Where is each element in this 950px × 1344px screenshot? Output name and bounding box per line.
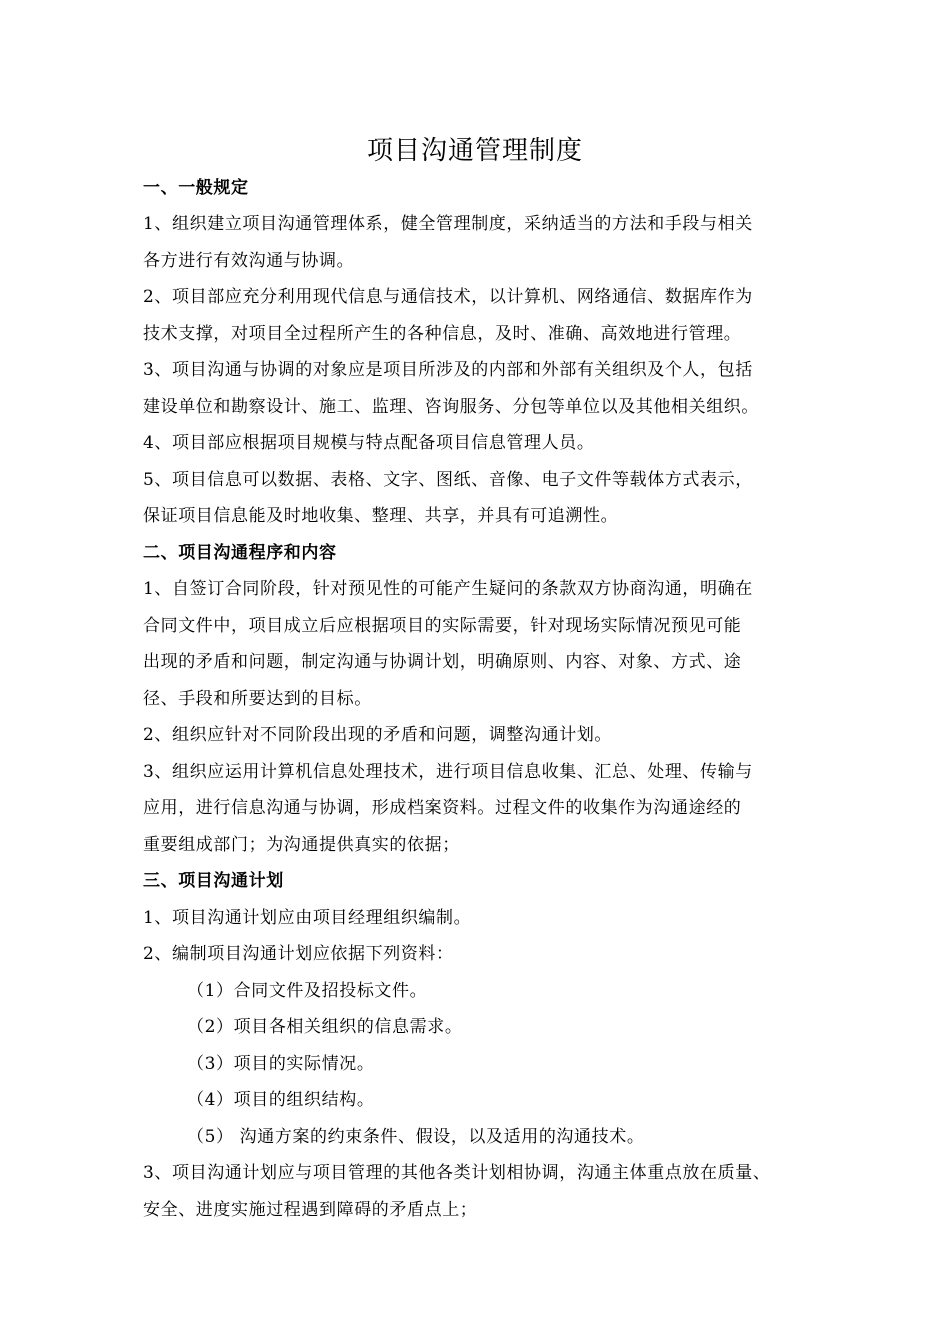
paragraph-line: 应用，进行信息沟通与协调，形成档案资料。过程文件的收集作为沟通途经的 <box>143 798 742 818</box>
paragraph-line: 重要组成部门；为沟通提供真实的依据； <box>143 835 460 855</box>
paragraph-line: 5、项目信息可以数据、表格、文字、图纸、音像、电子文件等载体方式表示， <box>143 470 753 490</box>
section-heading-plan: 三、项目沟通计划 <box>143 871 284 891</box>
paragraph-line: 合同文件中，项目成立后应根据项目的实际需要，针对现场实际情况预见可能 <box>143 616 742 636</box>
paragraph-line: 1、组织建立项目沟通管理体系，健全管理制度，采纳适当的方法和手段与相关 <box>143 214 753 234</box>
paragraph-line: 4、项目部应根据项目规模与特点配备项目信息管理人员。 <box>143 433 595 453</box>
paragraph-line: 2、组织应针对不同阶段出现的矛盾和问题，调整沟通计划。 <box>143 725 613 745</box>
paragraph-line: 1、自签订合同阶段，针对预见性的可能产生疑问的条款双方协商沟通，明确在 <box>143 579 753 599</box>
paragraph-line: 3、项目沟通计划应与项目管理的其他各类计划相协调，沟通主体重点放在质量、 <box>143 1163 771 1183</box>
section-heading-procedure: 二、项目沟通程序和内容 <box>143 543 337 563</box>
list-item: （1）合同文件及招投标文件。 <box>187 981 428 1001</box>
paragraph-line: 2、编制项目沟通计划应依据下列资料： <box>143 944 454 964</box>
paragraph-line: 各方进行有效沟通与协调。 <box>143 251 355 271</box>
section-heading-general: 一、一般规定 <box>143 178 249 198</box>
paragraph-line: 1、项目沟通计划应由项目经理组织编制。 <box>143 908 472 928</box>
paragraph-line: 3、项目沟通与协调的对象应是项目所涉及的内部和外部有关组织及个人，包括 <box>143 360 753 380</box>
list-item: （5） 沟通方案的约束条件、假设，以及适用的沟通技术。 <box>187 1127 645 1147</box>
paragraph-line: 技术支撑，对项目全过程所产生的各种信息，及时、准确、高效地进行管理。 <box>143 324 742 344</box>
paragraph-line: 出现的矛盾和问题，制定沟通与协调计划，明确原则、内容、对象、方式、途 <box>143 652 742 672</box>
document-title: 项目沟通管理制度 <box>366 136 583 166</box>
paragraph-line: 径、手段和所要达到的目标。 <box>143 689 372 709</box>
paragraph-line: 2、项目部应充分利用现代信息与通信技术，以计算机、网络通信、数据库作为 <box>143 287 753 307</box>
paragraph-line: 3、组织应运用计算机信息处理技术，进行项目信息收集、汇总、处理、传输与 <box>143 762 753 782</box>
list-item: （2）项目各相关组织的信息需求。 <box>187 1017 463 1037</box>
paragraph-line: 保证项目信息能及时地收集、整理、共享，并具有可追溯性。 <box>143 506 619 526</box>
list-item: （4）项目的组织结构。 <box>187 1090 375 1110</box>
list-item: （3）项目的实际情况。 <box>187 1054 375 1074</box>
paragraph-line: 安全、进度实施过程遇到障碍的矛盾点上； <box>143 1200 478 1220</box>
paragraph-line: 建设单位和勘察设计、施工、监理、咨询服务、分包等单位以及其他相关组织。 <box>143 397 759 417</box>
